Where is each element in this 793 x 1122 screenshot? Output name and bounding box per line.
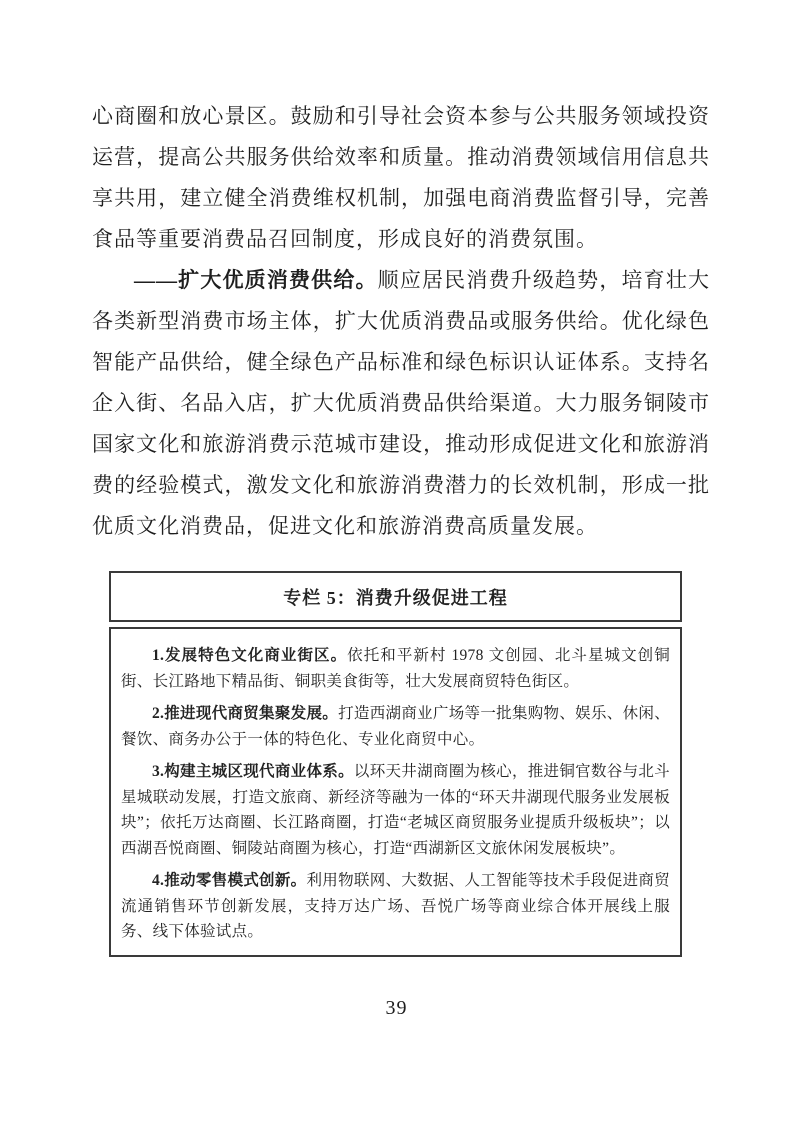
box-item-1 — [121, 636, 670, 694]
paragraph-text: 心商圈和放心景区。鼓励和引导社会资本参与公共服务领域投资运营，提高公共服务供给效率和质量。推动消费领域信用信息共享共用，建立健全消费维权机制，加强电商消费监督引导，完善食品等重要消费品召回制度，形成良好的消费氛围。 — [92, 104, 710, 251]
page-content — [92, 96, 710, 957]
box-item-1-lead: 1.发展特色文化商业街区。 — [152, 647, 348, 664]
body-paragraph-expand-supply — [92, 260, 710, 547]
feature-box-column5 — [109, 571, 682, 957]
body-paragraph-continuation — [92, 96, 710, 260]
box-item-3-lead: 3.构建主城区现代商业体系。 — [152, 763, 354, 780]
box-item-2-lead: 2.推进现代商贸集聚发展。 — [152, 705, 339, 722]
paragraph-text: 顺应居民消费升级趋势，培育壮大各类新型消费市场主体，扩大优质消费品或服务供给。优化绿色智能产品供给，健全绿色产品标准和绿色标识认证体系。支持名企入街、名品入店，扩大优质消费品供给渠道。大力服务铜陵市国家文化和旅游消费示范城市建设，推动形成促进文化和旅游消费的经验模式，激发文化和旅游消费潜力的长效机制，形成一批优质文化消费品，促进文化和旅游消费高质量发展。 — [92, 268, 711, 538]
box-item-4-lead: 4.推动零售模式创新。 — [152, 872, 307, 889]
box-item-3 — [121, 752, 670, 861]
feature-box-title: 专栏 5：消费升级促进工程 — [109, 571, 682, 622]
box-item-2 — [121, 694, 670, 752]
box-item-2-text: 打造西湖商业广场等一批集购物、娱乐、休闲、餐饮、商务办公于一体的特色化、专业化商贸中心。 — [121, 705, 670, 748]
page-number: 39 — [385, 997, 408, 1019]
box-item-4-text: 利用物联网、大数据、人工智能等技术手段促进商贸流通销售环节创新发展，支持万达广场、吾悦广场等商业综合体开展线上服务、线下体验试点。 — [121, 872, 670, 940]
box-item-1-text: 依托和平新村 1978 文创园、北斗星城文创铜街、长江路地下精品街、铜职美食街等，壮大发展商贸特色街区。 — [121, 647, 670, 690]
box-item-4 — [121, 861, 670, 945]
paragraph-lead-bold: ——扩大优质消费供给。 — [134, 268, 378, 292]
feature-box-body — [109, 627, 682, 957]
box-item-3-text: 以环天井湖商圈为核心，推进铜官数谷与北斗星城联动发展，打造文旅商、新经济等融为一体的“环天井湖现代服务业发展板块”；依托万达商圈、长江路商圈，打造“老城区商贸服务业提质升级板块”；以西湖吾悦商圈、铜陵站商圈为核心，打造“西湖新区文旅休闲发展板块”。 — [121, 763, 670, 857]
